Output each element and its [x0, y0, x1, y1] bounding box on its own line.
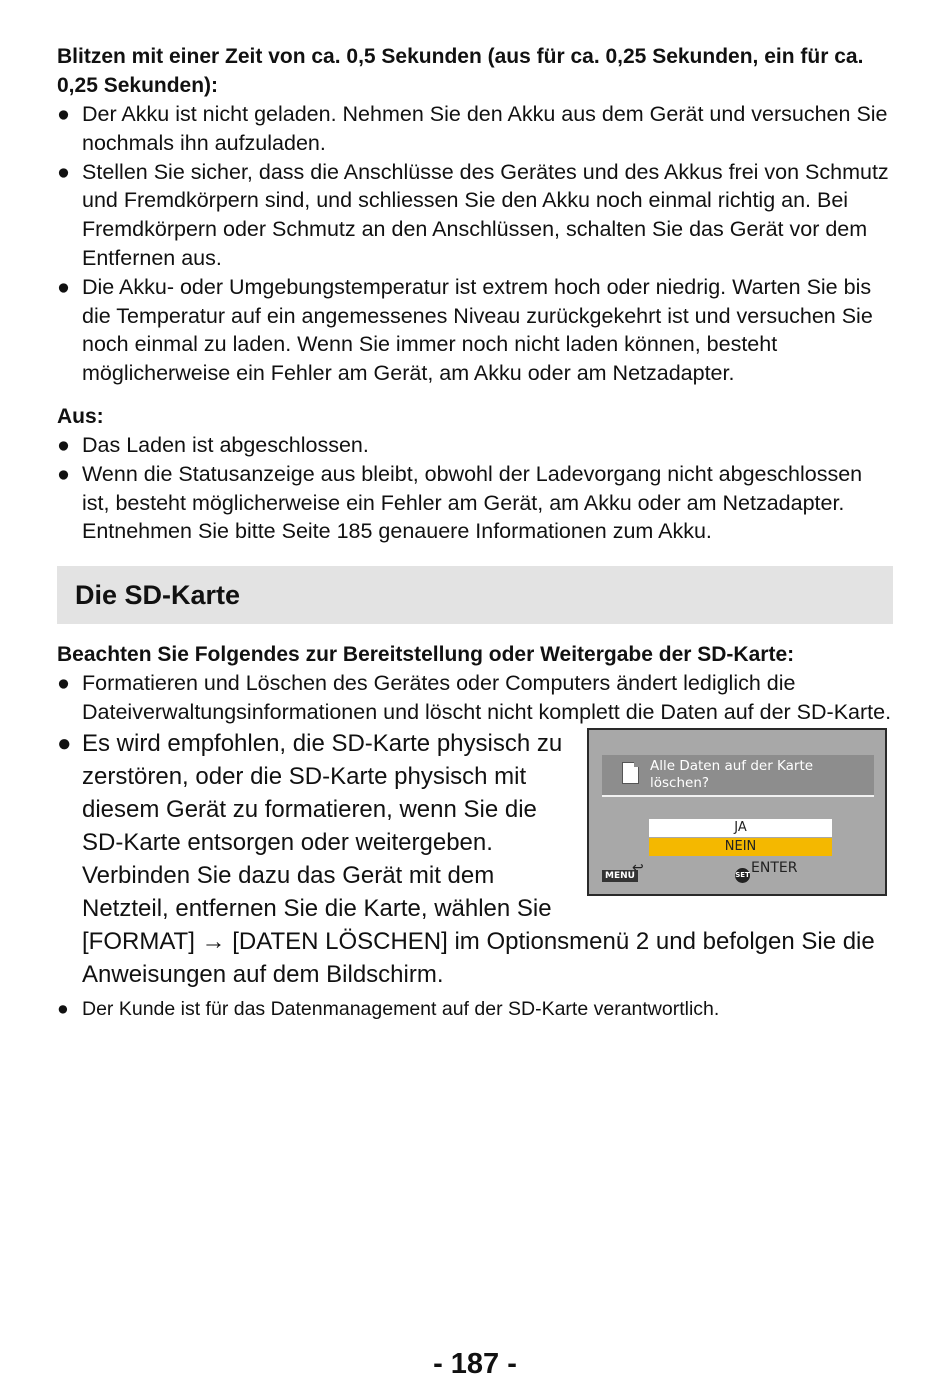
section-blinking	[57, 42, 893, 388]
card-document-icon	[622, 762, 639, 784]
list-item: ● Stellen Sie sicher, dass die Anschlüsse des Gerätes und des Akkus frei von Schmutz und Fremdkörpern sind, und schliessen Sie den Akku noch einmal richtig an. Bei Fremdkörpern oder Schmutz an den Anschlüssen, schalten Sie das Gerät vor dem Entfernen aus.	[57, 159, 889, 270]
bullet-icon: ●	[57, 274, 70, 299]
list-item: ● Wenn die Statusanzeige aus bleibt, obwohl der Ladevorgang nicht abgeschlossen ist, besteht möglicherweise ein Fehler am Gerät, am Akku oder am Netzadapter. Entnehmen Sie bitte Seite 185 genauere Informationen zum Akku.	[57, 461, 863, 544]
bullet-icon: ●	[57, 159, 70, 184]
section-title: Die SD-Karte	[75, 579, 241, 610]
sd-card-list	[57, 669, 893, 1023]
page-number: - 187 -	[433, 1348, 517, 1380]
off-heading: Aus:	[57, 404, 104, 428]
section-title-band	[57, 566, 893, 624]
list-item: ● Formatieren und Löschen des Gerätes oder Computers ändert lediglich die Dateiverwaltungsinformationen und löscht nicht komplett die Daten auf der SD-Karte.	[57, 671, 892, 724]
bullet-icon: ●	[57, 729, 72, 757]
bullet-icon: ●	[57, 461, 70, 486]
blinking-list	[57, 100, 893, 388]
screen-message: Alle Daten auf der Karte löschen?	[650, 757, 814, 791]
camera-screen-illustration	[587, 728, 887, 896]
section-sd-card	[57, 640, 893, 1023]
screen-option-yes: JA	[649, 819, 832, 837]
menu-icon: MENU	[602, 870, 638, 882]
list-item: ● Der Kunde ist für das Datenmanagement auf der SD-Karte verantwortlich.	[57, 995, 893, 1023]
bullet-icon: ●	[57, 997, 69, 1020]
page-content	[57, 42, 893, 1023]
bullet-icon: ●	[57, 432, 70, 457]
enter-label: ENTER	[751, 859, 798, 876]
list-item: ● Der Akku ist nicht geladen. Nehmen Sie den Akku aus dem Gerät und versuchen Sie nochmals ihn aufzuladen.	[57, 102, 888, 155]
blinking-heading: Blitzen mit einer Zeit von ca. 0,5 Sekunden (aus für ca. 0,25 Sekunden, ein für ca. 0,25 Sekunden):	[57, 45, 864, 97]
sd-card-heading: Beachten Sie Folgendes zur Bereitstellung oder Weitergabe der SD-Karte:	[57, 643, 795, 667]
list-item: ● Alle Daten auf der Karte löschen? JA NEIN MENU ↩ SET ENTER Es wird empfohlen, die SD-Karte physisch zu zerstören, oder die SD-Karte physisch mit diesem Gerät zu formatieren, wenn Sie die SD-Karte entsorgen oder weitergeben. Verbinden Sie dazu das Gerät mit dem Netzteil, entfernen Sie die Karte, wählen Sie [FORMAT] → [DATEN LÖSCHEN] im Optionsmenü 2 und befolgen Sie die Anweisungen auf dem Bildschirm.	[57, 727, 893, 991]
off-list	[57, 431, 893, 546]
screen-option-no: NEIN	[649, 838, 832, 856]
screen-message-bar	[602, 755, 874, 797]
list-item: ● Die Akku- oder Umgebungstemperatur ist extrem hoch oder niedrig. Warten Sie bis die Temperatur auf ein angemessenes Niveau zurückgekehrt ist und versuchen Sie noch einmal zu laden. Wenn Sie immer noch nicht laden können, besteht möglicherweise ein Fehler am Gerät, am Akku oder am Netzadapter.	[57, 274, 873, 386]
section-off	[57, 402, 893, 546]
back-icon: ↩	[632, 859, 644, 876]
list-item: ● Das Laden ist abgeschlossen.	[57, 431, 893, 460]
set-icon: SET	[735, 868, 750, 883]
bullet-icon: ●	[57, 671, 70, 696]
bullet-icon: ●	[57, 102, 70, 126]
